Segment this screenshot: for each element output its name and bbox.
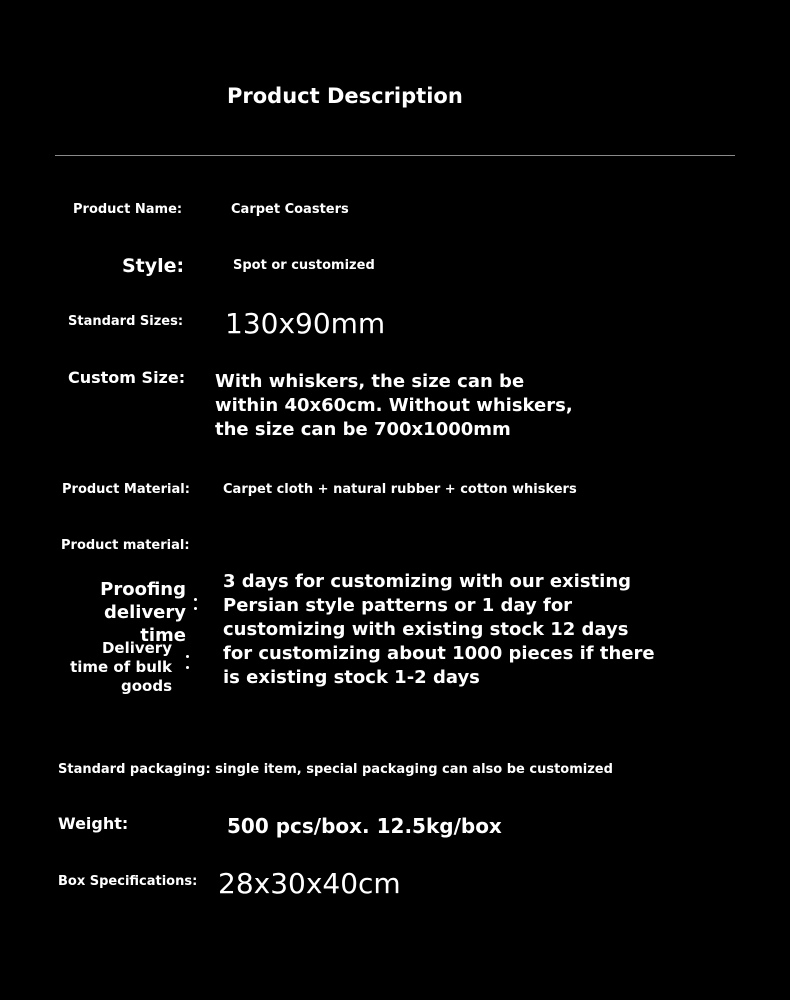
bulk-colon <box>186 655 190 669</box>
standard-sizes-value: 130x90mm <box>225 307 386 340</box>
box-specs-label: Box Specifications: <box>58 874 198 889</box>
style-label: Style: <box>122 255 185 277</box>
proofing-colon <box>194 598 198 610</box>
standard-packaging-text: Standard packaging: single item, special packaging can also be customized <box>58 762 613 777</box>
custom-size-label: Custom Size: <box>68 368 186 387</box>
custom-size-value: With whiskers, the size can be within 40x60cm. Without whiskers, the size can be 700x1000mm <box>215 371 573 440</box>
page-title: Product Description <box>227 84 463 108</box>
product-name-value: Carpet Coasters <box>231 202 349 217</box>
product-name-label: Product Name: <box>73 202 183 217</box>
delivery-time-value: 3 days for customizing with our existing Persian style patterns or 1 day for customizing with existing stock 12 days for customizing about 1000 pieces if there is existing stock 1-2 days <box>223 571 655 688</box>
standard-sizes-label: Standard Sizes: <box>68 314 184 329</box>
product-material-value: Carpet cloth + natural rubber + cotton whiskers <box>223 482 577 497</box>
title-divider <box>55 155 735 156</box>
weight-label: Weight: <box>58 814 129 833</box>
weight-value: 500 pcs/box. 12.5kg/box <box>227 814 502 838</box>
product-material-label: Product Material: <box>62 482 190 497</box>
box-specs-value: 28x30x40cm <box>218 867 401 900</box>
product-material-2-label: Product material: <box>61 538 190 553</box>
proofing-delivery-label: Proofing delivery time <box>100 579 186 646</box>
style-value: Spot or customized <box>233 258 375 273</box>
bulk-delivery-label: Delivery time of bulk goods <box>70 639 172 695</box>
